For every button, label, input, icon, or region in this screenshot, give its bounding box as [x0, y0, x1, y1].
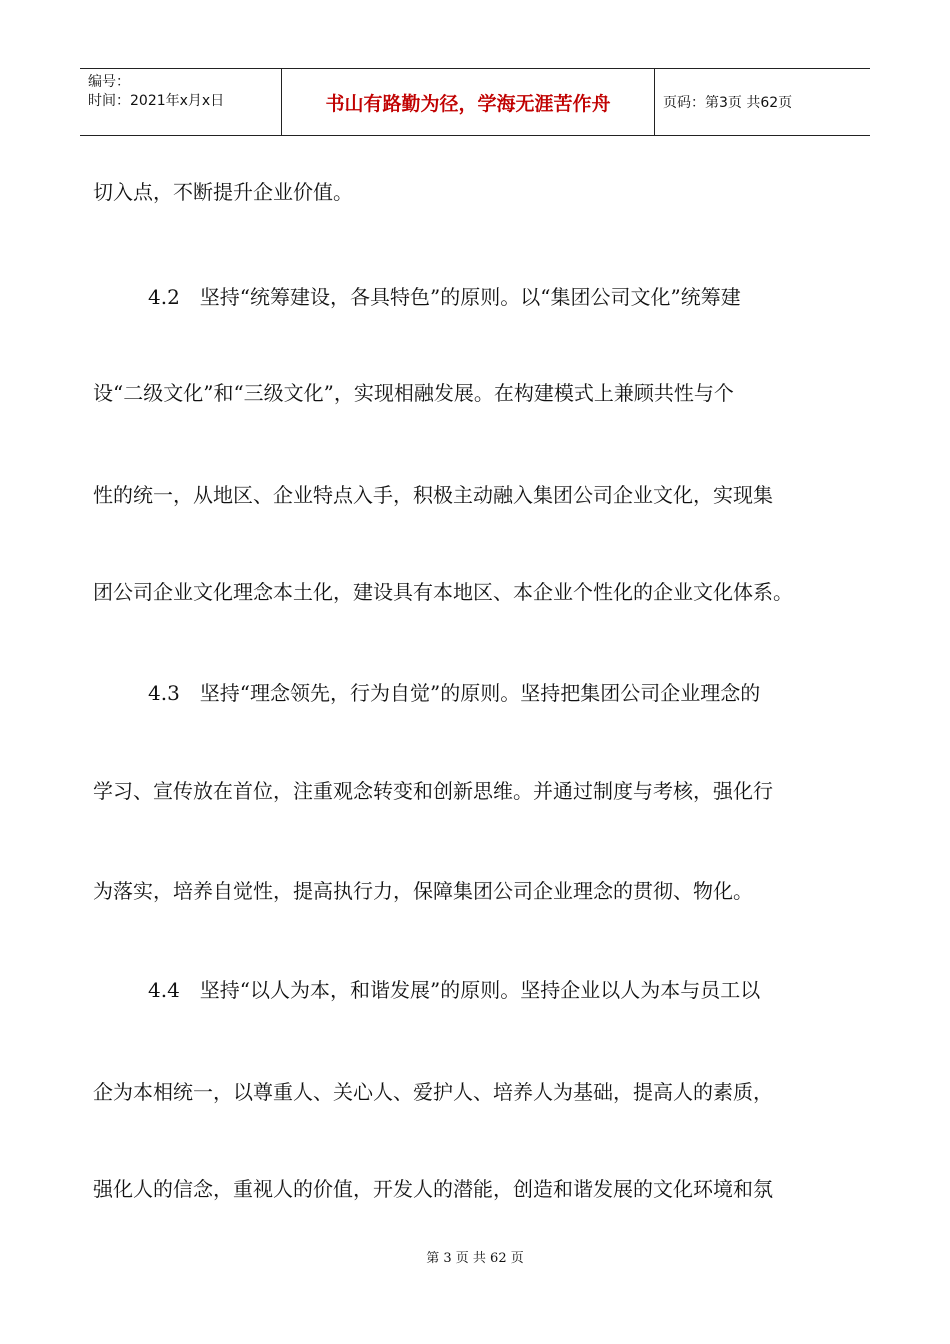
- document-date-label: 时间：2021年x月x日: [88, 93, 225, 109]
- body-line-6: 4.3 坚持“理念领先，行为自觉”的原则。坚持把集团公司企业理念的: [148, 681, 761, 705]
- body-line-3: 设“二级文化”和“三级文化”，实现相融发展。在构建模式上兼顾共性与个: [93, 381, 734, 405]
- header-meta-cell: [80, 69, 282, 135]
- body-line-7: 学习、宣传放在首位，注重观念转变和创新思维。并通过制度与考核，强化行: [93, 779, 773, 803]
- body-line-1: 切入点，不断提升企业价值。: [93, 180, 353, 204]
- page-footer: 第 3 页 共 62 页: [426, 1251, 524, 1266]
- header-motto: 书山有路勤为径，学海无涯苦作舟: [282, 69, 655, 135]
- body-line-5: 团公司企业文化理念本土化，建设具有本地区、本企业个性化的企业文化体系。: [93, 580, 793, 604]
- body-line-2: 4.2 坚持“统筹建设，各具特色”的原则。以“集团公司文化”统筹建: [148, 285, 741, 309]
- body-line-8: 为落实，培养自觉性，提高执行力，保障集团公司企业理念的贯彻、物化。: [93, 879, 753, 903]
- document-number-label: 编号：: [88, 74, 130, 90]
- body-line-10: 企为本相统一，以尊重人、关心人、爱护人、培养人为基础，提高人的素质，: [93, 1080, 773, 1104]
- body-line-9: 4.4 坚持“以人为本，和谐发展”的原则。坚持企业以人为本与员工以: [148, 978, 761, 1002]
- body-line-4: 性的统一，从地区、企业特点入手，积极主动融入集团公司企业文化，实现集: [93, 483, 773, 507]
- body-line-11: 强化人的信念，重视人的价值，开发人的潜能，创造和谐发展的文化环境和氛: [93, 1177, 773, 1201]
- header-table: [80, 68, 870, 136]
- header-page-info: 页码：第3页 共62页: [663, 95, 793, 111]
